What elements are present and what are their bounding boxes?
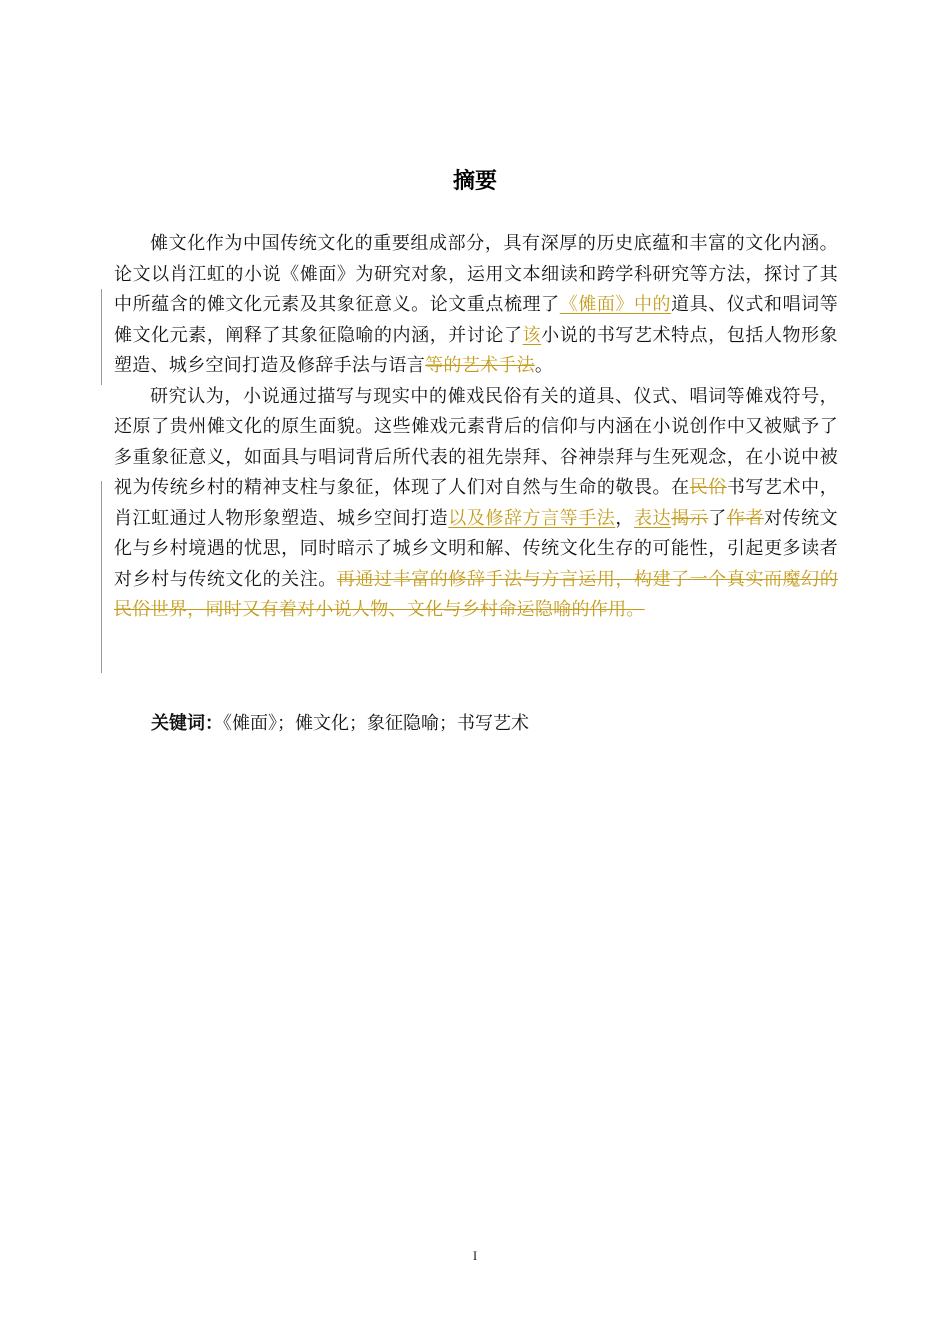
change-bar-1 <box>101 289 102 385</box>
abstract-body <box>114 229 838 626</box>
inserted-text: 该 <box>522 324 542 346</box>
keywords-line <box>151 709 529 739</box>
inserted-text: 《傩面》中的 <box>559 294 672 315</box>
change-bar-2 <box>101 481 102 673</box>
abstract-paragraph-2 <box>114 382 838 626</box>
deleted-text: 民俗 <box>689 477 727 498</box>
keywords-text: 《傩面》；傩文化；象征隐喻；书写艺术 <box>223 713 529 734</box>
abstract-paragraph-1 <box>114 229 838 382</box>
deleted-text: 等的艺术手法 <box>425 355 535 376</box>
text-run: 了 <box>708 507 727 529</box>
abstract-title: 摘要 <box>452 169 497 194</box>
text-run: 道具、仪式和唱词等傩文化元素，阐释了其象征隐喻的内涵，并讨论了 <box>114 294 839 346</box>
text-run: 对传统文化与乡村境遇的忧思，同时暗示了城乡文明和解、传统文化生存的可能性，引起更多读者对乡村与传统文化的关注。 <box>114 507 838 590</box>
text-run: ， <box>615 507 634 529</box>
deleted-text: 作者 <box>726 507 764 529</box>
text-run: 研究认为，小说通过描写与现实中的傩戏民俗有关的道具、仪式、唱词等傩戏符号，还原了贵州傩文化的原生面貌。这些傩戏元素背后的信仰与内涵在小说创作中又被赋予了多重象征意义，如面具与唱词背后所代表的祖先崇拜、谷神崇拜与生死观念，在小说中被视为传统乡村的精神支柱与象征，体现了人们对自然与生命的敬畏。在 <box>114 385 838 498</box>
inserted-text: 表达 <box>633 507 672 529</box>
text-run: 书写艺术中，肖江虹通过人物形象塑造、城乡空间打造 <box>114 477 838 529</box>
deleted-text: 揭示 <box>671 507 709 529</box>
inserted-text: 以及修辞方言等手法 <box>448 507 616 529</box>
text-run: 小说的书写艺术特点，包括人物形象塑造、城乡空间打造及修辞手法与语言 <box>114 324 838 376</box>
page-number: I <box>472 1248 478 1263</box>
keywords-label: 关键词： <box>151 713 223 734</box>
text-run: 。 <box>534 355 554 376</box>
text-run: 傩文化作为中国传统文化的重要组成部分，具有深厚的历史底蕴和丰富的文化内涵。论文以肖江虹的小说《傩面》为研究对象，运用文本细读和跨学科研究等方法，探讨了其中所蕴含的傩文化元素及其象征意义。论文重点梳理了 <box>114 233 838 315</box>
deleted-text: 再通过丰富的修辞手法与方言运用，构建了一个真实而魔幻的民俗世界，同时又有着对小说人物、文化与乡村命运隐喻的作用。 <box>114 568 838 620</box>
